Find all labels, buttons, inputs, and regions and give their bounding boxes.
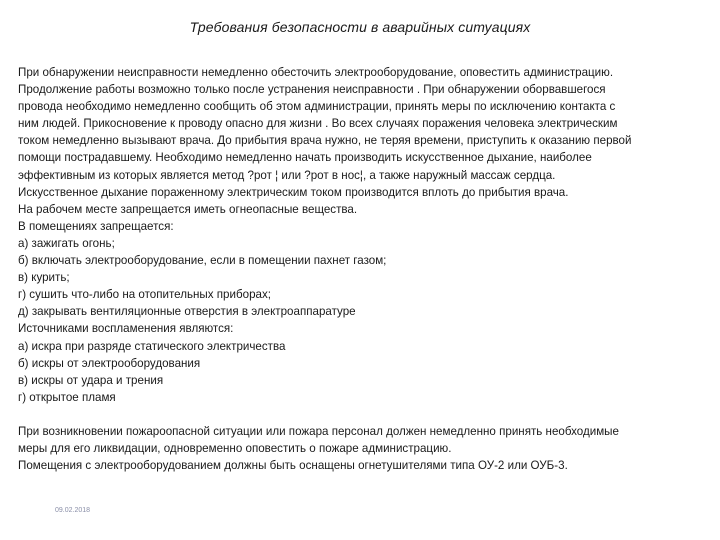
text-line: помощи пострадавшему. Необходимо немедленно начать производить искусственное дыхание, наиболее (18, 151, 592, 165)
footer-date: 09.02.2018 (55, 507, 91, 514)
text-line: На рабочем месте запрещается иметь огнеопасные вещества. (18, 202, 358, 216)
text-line: Продолжение работы возможно только после устранения неисправности . При обнаружении оборвавшегося (18, 83, 606, 97)
text-line: Источниками воспламенения являются: (18, 322, 234, 336)
paragraph-gap (18, 406, 708, 423)
list-item: г) открытое пламя (18, 390, 116, 404)
text-line: током немедленно вызывают врача. До прибытия врача нужно, не теряя времени, приступить к оказанию первой (18, 134, 632, 148)
text-line: ним людей. Прикосновение к проводу опасно для жизни . Во всех случаях поражения человека электрическим (18, 117, 618, 131)
list-item: а) искра при разряде статического электричества (18, 339, 286, 353)
text-line: При возникновении пожароопасной ситуации или пожара персонал должен немедленно принять необходимые (18, 424, 619, 438)
text-line: эффективным из которых является метод ?рот ¦ или ?рот в нос¦, а также наружный массаж сердца. (18, 168, 556, 182)
text-line: При обнаружении неисправности немедленно обесточить электрооборудование, оповестить администрацию. (18, 66, 614, 79)
text-line: В помещениях запрещается: (18, 219, 174, 233)
list-item: в) искры от удара и трения (18, 373, 164, 387)
page-title: Требования безопасности в аварийных ситуациях (189, 19, 531, 35)
document-body (18, 64, 708, 474)
text-line: провода необходимо немедленно сообщить об этом администрации, принять меры по исключению контакта с (18, 100, 616, 114)
list-item: д) закрывать вентиляционные отверстия в электроаппаратуре (18, 305, 356, 319)
list-item: г) сушить что-либо на отопительных приборах; (18, 288, 271, 302)
list-item: в) курить; (18, 271, 70, 285)
list-item: б) включать электрооборудование, если в помещении пахнет газом; (18, 254, 387, 268)
text-line: меры для его ликвидации, одновременно оповестить о пожаре администрацию. (18, 441, 452, 455)
text-line: Помещения с электрооборудованием должны быть оснащены огнетушителями типа ОУ-2 или ОУБ-3. (18, 459, 568, 473)
text-line: Искусственное дыхание пораженному электрическим током производится вплоть до прибытия врача. (18, 185, 569, 199)
list-item: а) зажигать огонь; (18, 236, 115, 250)
list-item: б) искры от электрооборудования (18, 356, 201, 370)
